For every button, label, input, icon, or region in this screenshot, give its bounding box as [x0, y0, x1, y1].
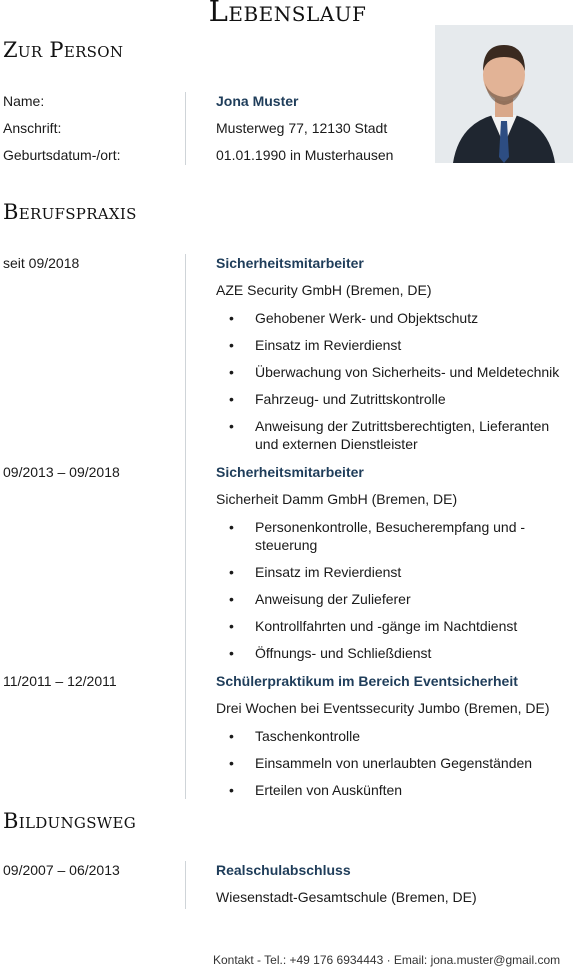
- bullet-icon: •: [229, 364, 234, 380]
- person-value-address: Musterweg 77, 12130 Stadt: [216, 120, 388, 136]
- bullet-icon: •: [229, 310, 234, 326]
- experience-position: Sicherheitsmitarbeiter: [216, 464, 364, 480]
- task-item: [216, 644, 572, 662]
- education-date: 09/2007 – 06/2013: [3, 862, 120, 878]
- task-list: [216, 518, 572, 671]
- task-text: Anweisung der Zutrittsberechtigten, Lieferanten und externen Dienstleister: [255, 418, 550, 452]
- experience-position: Schülerpraktikum im Bereich Eventsicherheit: [216, 673, 518, 689]
- task-text: Erteilen von Auskünften: [255, 782, 403, 798]
- task-text: Personenkontrolle, Besucherempfang und -steuerung: [255, 519, 526, 553]
- bullet-icon: •: [229, 337, 234, 353]
- bullet-icon: •: [229, 564, 234, 580]
- task-text: Einsatz im Revierdienst: [255, 564, 402, 580]
- task-list: [216, 309, 572, 462]
- person-label-name: Name:: [3, 93, 45, 109]
- bullet-icon: •: [229, 591, 234, 607]
- task-text: Anweisung der Zulieferer: [255, 591, 411, 607]
- experience-date: 11/2011 – 12/2011: [3, 673, 117, 689]
- task-item: [216, 363, 572, 381]
- education-school-row: [3, 889, 575, 911]
- task-item: [216, 590, 572, 608]
- task-item: [216, 617, 572, 635]
- experience-employer: Drei Wochen bei Eventssecurity Jumbo (Bremen, DE): [216, 700, 550, 716]
- person-row-birth: [3, 147, 575, 169]
- task-item: [216, 563, 572, 581]
- task-text: Gehobener Werk- und Objektschutz: [255, 310, 479, 326]
- experience-date: 09/2013 – 09/2018: [3, 464, 120, 480]
- experience-employer-row: [3, 700, 575, 722]
- person-row-name: [3, 93, 575, 115]
- task-item: [216, 781, 572, 799]
- person-label-address: Anschrift:: [3, 120, 62, 136]
- task-text: Einsatz im Revierdienst: [255, 337, 402, 353]
- experience-entry-2: [3, 464, 575, 486]
- task-text: Taschenkontrolle: [255, 728, 361, 744]
- task-item: [216, 727, 572, 745]
- person-label-birth: Geburtsdatum-/ort:: [3, 147, 121, 163]
- task-text: Öffnungs- und Schließdienst: [255, 645, 432, 661]
- document-title: Lebenslauf: [208, 0, 367, 28]
- person-value-birth: 01.01.1990 in Musterhausen: [216, 147, 394, 163]
- section-heading-person: Zur Person: [3, 38, 124, 62]
- bullet-icon: •: [229, 519, 234, 535]
- task-item: [216, 417, 572, 453]
- experience-entry-1: [3, 255, 575, 277]
- experience-position: Sicherheitsmitarbeiter: [216, 255, 364, 271]
- bullet-icon: •: [229, 418, 234, 434]
- person-row-address: [3, 120, 575, 142]
- task-text: Fahrzeug- und Zutrittskontrolle: [255, 391, 446, 407]
- bullet-icon: •: [229, 645, 234, 661]
- task-text: Einsammeln von unerlaubten Gegenständen: [255, 755, 533, 771]
- task-text: Kontrollfahrten und -gänge im Nachtdienst: [255, 618, 518, 634]
- experience-date: seit 09/2018: [3, 255, 80, 271]
- section-heading-education: Bildungsweg: [3, 809, 137, 833]
- education-school: Wiesenstadt-Gesamtschule (Bremen, DE): [216, 889, 477, 905]
- task-item: [216, 518, 572, 554]
- task-item: [216, 336, 572, 354]
- task-list: [216, 727, 572, 808]
- experience-entry-3: [3, 673, 575, 695]
- bullet-icon: •: [229, 618, 234, 634]
- task-item: [216, 754, 572, 772]
- bullet-icon: •: [229, 728, 234, 744]
- bullet-icon: •: [229, 391, 234, 407]
- section-heading-experience: Berufspraxis: [3, 200, 137, 224]
- bullet-icon: •: [229, 755, 234, 771]
- experience-employer: Sicherheit Damm GmbH (Bremen, DE): [216, 491, 458, 507]
- experience-employer-row: [3, 491, 575, 513]
- bullet-icon: •: [229, 782, 234, 798]
- education-entry: [3, 862, 575, 884]
- education-degree: Realschulabschluss: [216, 862, 351, 878]
- experience-employer-row: [3, 282, 575, 304]
- task-item: [216, 390, 572, 408]
- contact-footer: Kontakt - Tel.: +49 176 6934443 · Email: jona.muster@gmail.com: [213, 953, 561, 967]
- person-value-name: Jona Muster: [216, 93, 299, 109]
- task-text: Überwachung von Sicherheits- und Meldetechnik: [255, 364, 560, 380]
- task-item: [216, 309, 572, 327]
- experience-employer: AZE Security GmbH (Bremen, DE): [216, 282, 432, 298]
